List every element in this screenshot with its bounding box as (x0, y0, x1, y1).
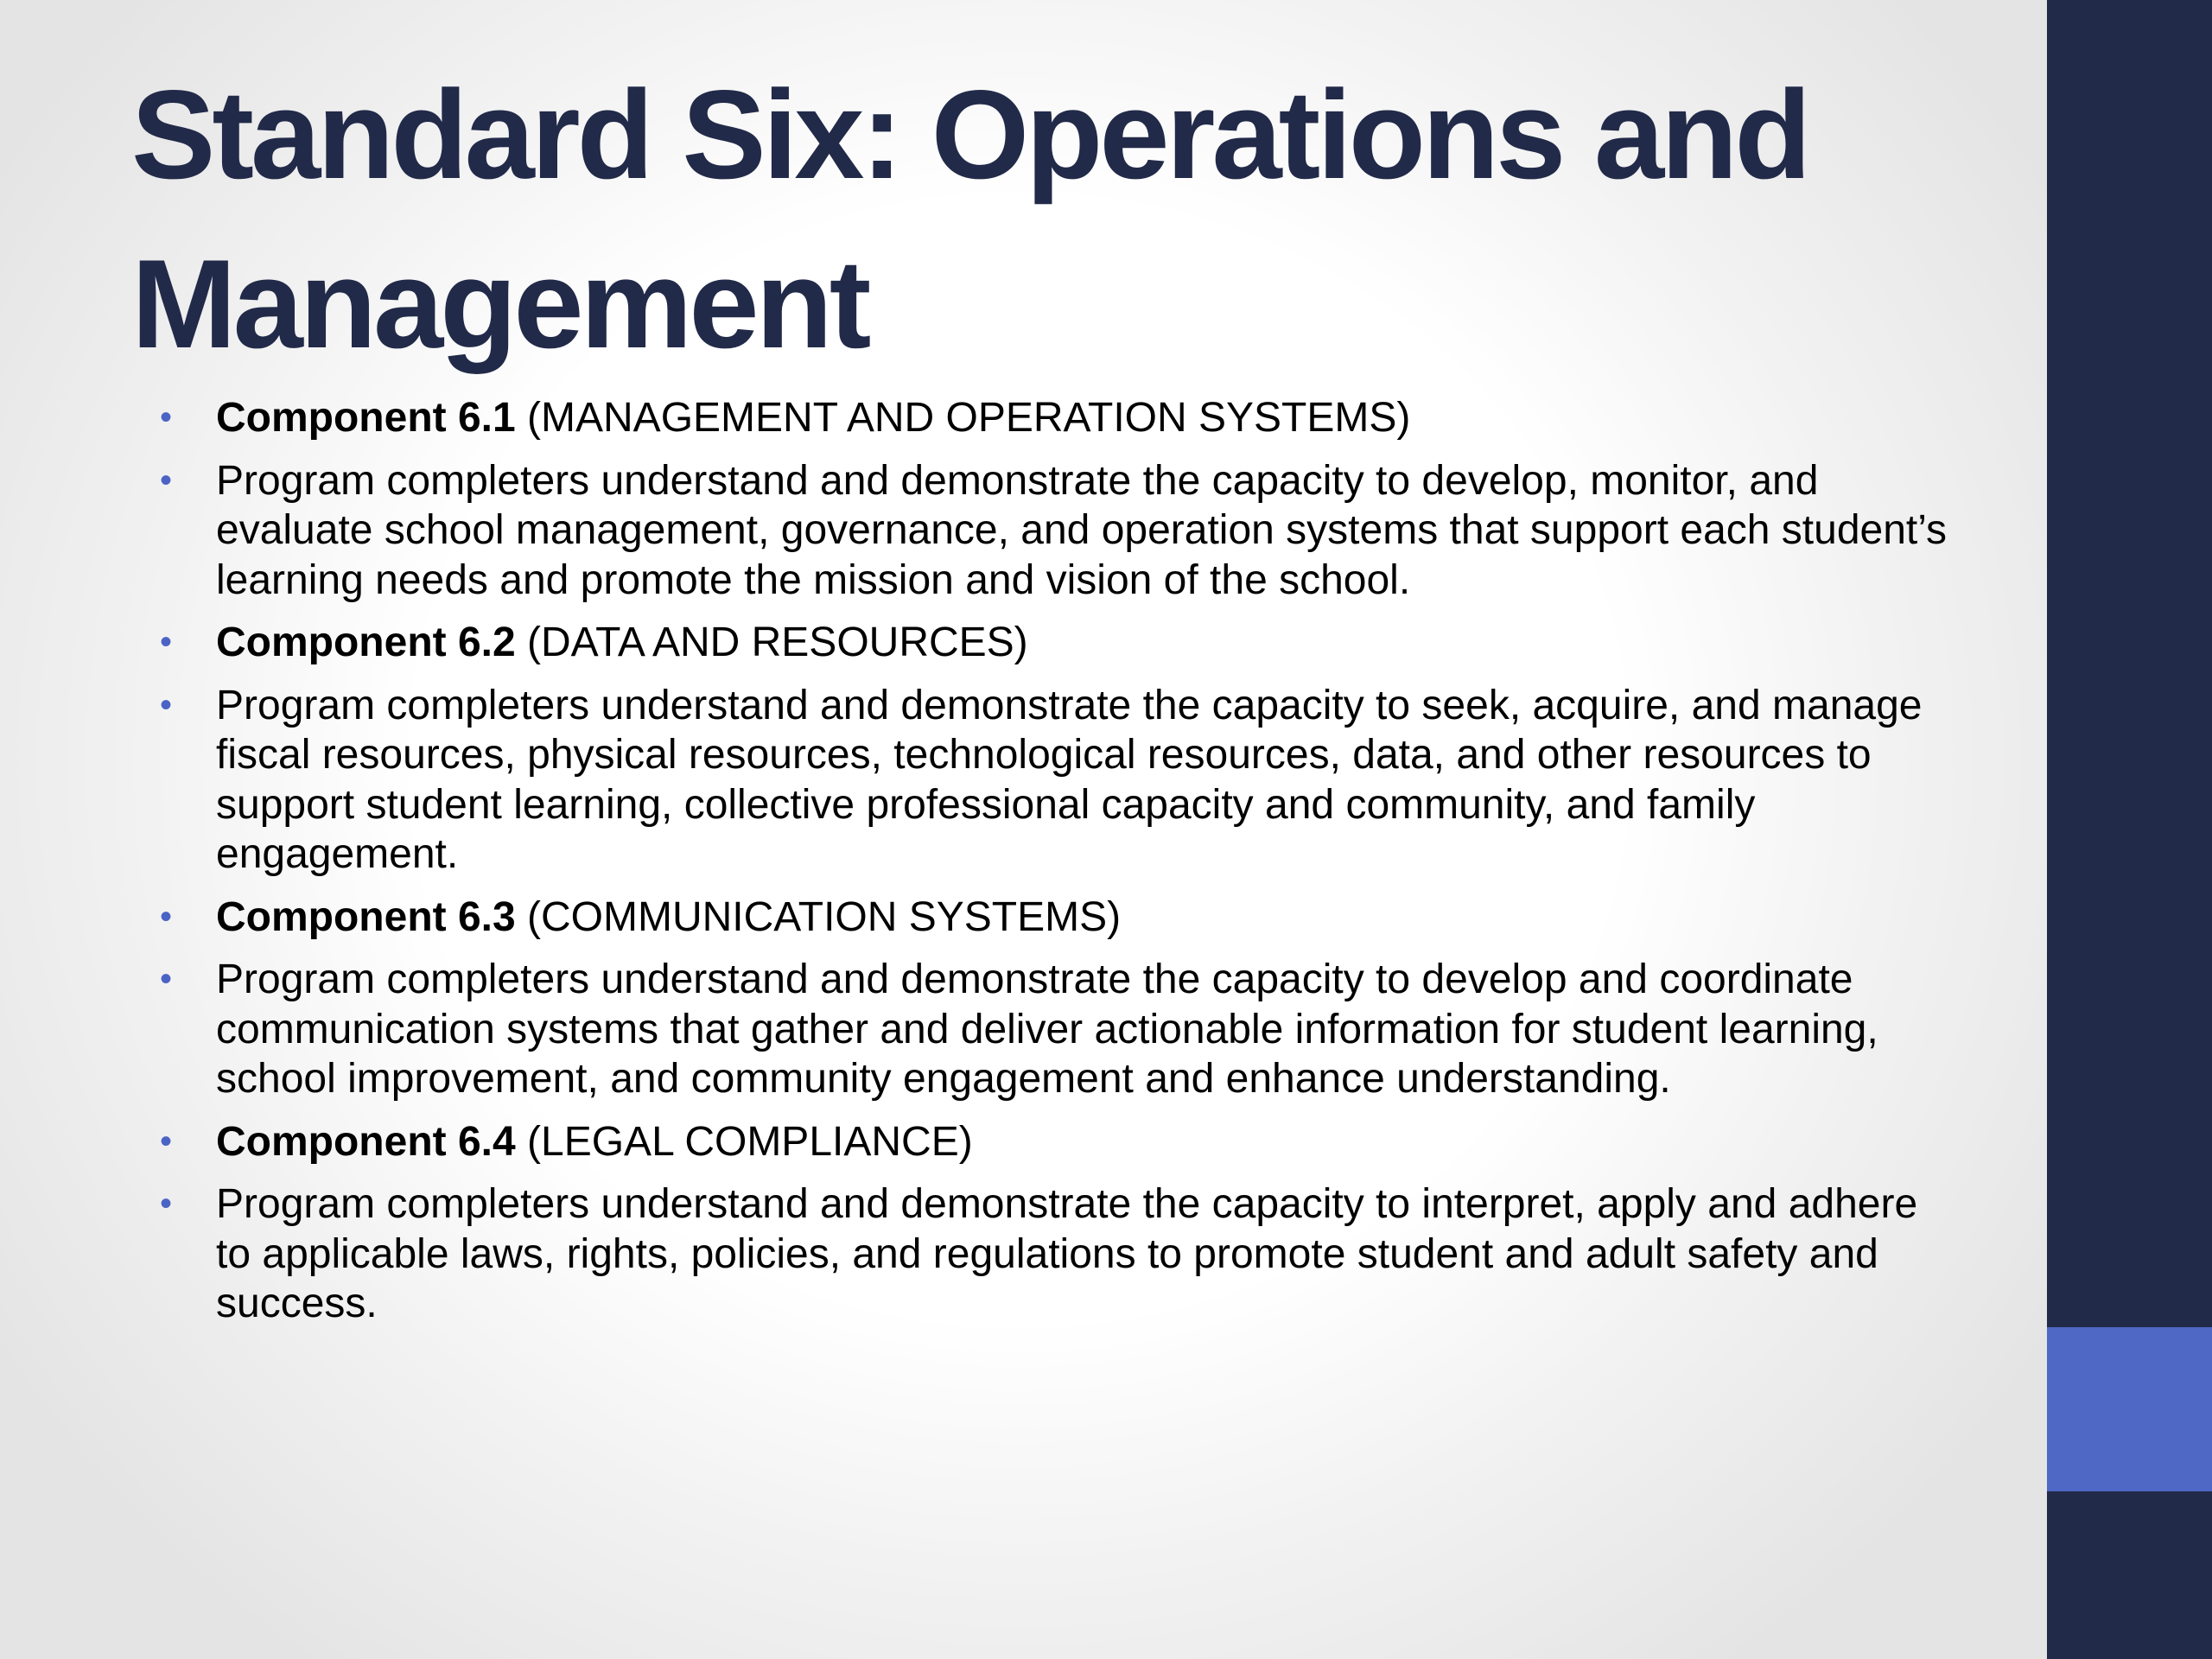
list-item (160, 1117, 1948, 1167)
list-item (160, 456, 1948, 606)
component-heading: Component 6.3 (216, 893, 516, 940)
list-item (160, 618, 1948, 668)
bullet-dot-icon: • (160, 685, 173, 724)
list-item (160, 393, 1948, 443)
list-item (160, 1179, 1948, 1329)
bullet-list (160, 393, 1948, 1342)
component-category: (LEGAL COMPLIANCE) (515, 1118, 973, 1165)
slide-title: Standard Six: Operations and Management (131, 64, 1808, 374)
list-item (160, 681, 1948, 880)
component-heading: Component 6.2 (216, 620, 516, 665)
component-heading: Component 6.1 (216, 395, 516, 441)
bullet-dot-icon: • (160, 1122, 173, 1160)
bullet-dot-icon: • (160, 623, 173, 661)
component-category: (DATA AND RESOURCES) (515, 620, 1028, 665)
component-heading: Component 6.4 (216, 1118, 516, 1165)
bullet-dot-icon: • (160, 897, 173, 936)
bullet-dot-icon: • (160, 398, 173, 436)
list-item (160, 955, 1948, 1104)
bullet-dot-icon: • (160, 960, 173, 998)
sidebar-accent-block (2047, 1327, 2212, 1491)
component-category: (MANAGEMENT AND OPERATION SYSTEMS) (515, 395, 1411, 441)
component-description: Program completers understand and demonstrate the capacity to develop and coordinate communication systems that gather and deliver actionable information for student learning, school improvement, and community engagement and enhance understanding. (216, 957, 1878, 1102)
bullet-dot-icon: • (160, 461, 173, 499)
component-category: (COMMUNICATION SYSTEMS) (515, 893, 1122, 940)
component-description: Program completers understand and demonstrate the capacity to develop, monitor, and evaluate school management, governance, and operation systems that support each student’s learning needs and promote the mission and vision of the school. (216, 457, 1948, 603)
component-description: Program completers understand and demonstrate the capacity to interpret, apply and adhere to applicable laws, rights, policies, and regulations to promote student and adult safety and success. (216, 1181, 1918, 1326)
bullet-dot-icon: • (160, 1185, 173, 1223)
component-description: Program completers understand and demonstrate the capacity to seek, acquire, and manage fiscal resources, physical resources, technological resources, data, and other resources to support student learning, collective professional capacity and community, and family engagement. (216, 682, 1923, 877)
list-item (160, 893, 1948, 943)
